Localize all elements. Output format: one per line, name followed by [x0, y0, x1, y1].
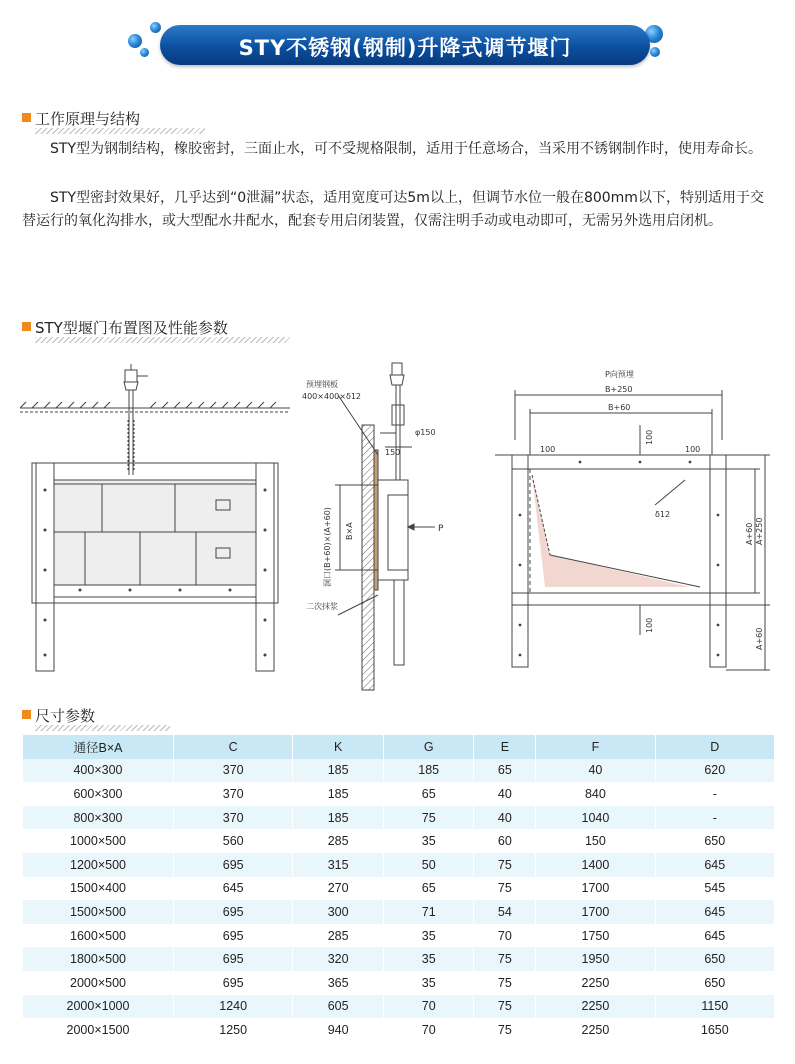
side-section-drawing — [300, 355, 475, 695]
table-cell: 2250 — [536, 971, 655, 995]
label-a60-bottom: A+60 — [755, 627, 764, 650]
table-row — [23, 853, 775, 877]
table-cell: 75 — [474, 877, 536, 901]
table-cell: 40 — [474, 782, 536, 806]
table-cell: 650 — [655, 829, 774, 853]
table-cell: 65 — [474, 759, 536, 783]
label-opening: 洞口(B+60)×(A+60) — [323, 507, 332, 587]
table-cell: 50 — [383, 853, 474, 877]
column-header: F — [536, 735, 655, 759]
table-cell: 650 — [655, 947, 774, 971]
table-cell: 320 — [293, 947, 384, 971]
table-cell: 40 — [536, 759, 655, 783]
table-cell: 620 — [655, 759, 774, 783]
dimension-table — [23, 735, 775, 1042]
label-a60: A+60 — [745, 522, 754, 545]
table-cell: 70 — [383, 995, 474, 1019]
square-bullet-icon — [22, 322, 31, 331]
table-cell: 35 — [383, 924, 474, 948]
column-header: D — [655, 735, 774, 759]
paragraph: STY型为钢制结构，橡胶密封，三面止水，可不受规格限制，适用于任意场合，当采用不锈钢制作时，使用寿命长。 — [50, 141, 762, 157]
table-cell: 645 — [655, 924, 774, 948]
table-cell: 695 — [174, 900, 293, 924]
table-cell: 370 — [174, 806, 293, 830]
table-cell: 54 — [474, 900, 536, 924]
table-cell: 695 — [174, 947, 293, 971]
table-cell: 645 — [655, 853, 774, 877]
label-100-left: 100 — [540, 445, 556, 454]
table-row — [23, 877, 775, 901]
heading-underline — [35, 128, 205, 134]
table-cell: 75 — [474, 853, 536, 877]
table-row — [23, 1018, 775, 1042]
table-cell: 600×300 — [23, 782, 174, 806]
table-row — [23, 971, 775, 995]
table-cell: 60 — [474, 829, 536, 853]
table-cell: 75 — [474, 971, 536, 995]
table-cell: - — [655, 806, 774, 830]
table-cell: 800×300 — [23, 806, 174, 830]
square-bullet-icon — [22, 710, 31, 719]
table-cell: 1700 — [536, 877, 655, 901]
table-cell: 645 — [174, 877, 293, 901]
table-cell: - — [655, 782, 774, 806]
table-cell: 695 — [174, 971, 293, 995]
table-cell: 185 — [293, 806, 384, 830]
p-view-drawing — [490, 365, 780, 680]
table-cell: 605 — [293, 995, 384, 1019]
table-cell: 1040 — [536, 806, 655, 830]
page-title: STY不锈钢(钢制)升降式调节堰门 — [238, 36, 572, 60]
table-cell: 1400 — [536, 853, 655, 877]
table-cell: 1650 — [655, 1018, 774, 1042]
table-cell: 1600×500 — [23, 924, 174, 948]
table-cell: 315 — [293, 853, 384, 877]
table-cell: 2250 — [536, 1018, 655, 1042]
label-delta12: δ12 — [655, 510, 671, 519]
table-cell: 840 — [536, 782, 655, 806]
label-p-view: P向预埋 — [605, 370, 634, 379]
label-bxa: B×A — [345, 522, 354, 540]
title-banner — [160, 25, 650, 65]
table-cell: 150 — [536, 829, 655, 853]
table-cell: 545 — [655, 877, 774, 901]
table-cell: 2000×1000 — [23, 995, 174, 1019]
table-cell: 1250 — [174, 1018, 293, 1042]
table-cell: 185 — [293, 759, 384, 783]
table-cell: 71 — [383, 900, 474, 924]
table-cell: 370 — [174, 782, 293, 806]
table-cell: 285 — [293, 924, 384, 948]
table-cell: 650 — [655, 971, 774, 995]
table-header-row — [23, 735, 775, 759]
table-cell: 70 — [383, 1018, 474, 1042]
table-cell: 370 — [174, 759, 293, 783]
table-cell: 400×300 — [23, 759, 174, 783]
table-cell: 365 — [293, 971, 384, 995]
label-grout: 二次抹浆 — [306, 602, 338, 611]
table-cell: 285 — [293, 829, 384, 853]
table-cell: 1150 — [655, 995, 774, 1019]
table-row — [23, 924, 775, 948]
column-header: C — [174, 735, 293, 759]
section-heading-dimensions: 尺寸参数 — [22, 705, 162, 727]
table-row — [23, 782, 775, 806]
decor-dot — [140, 48, 149, 57]
table-row — [23, 759, 775, 783]
heading-underline — [35, 337, 290, 343]
decor-dot — [650, 47, 660, 57]
table-row — [23, 829, 775, 853]
table-cell: 75 — [383, 806, 474, 830]
label-100-bottom: 100 — [645, 617, 654, 633]
table-cell: 1500×400 — [23, 877, 174, 901]
label-150: 150 — [385, 448, 401, 457]
table-body — [23, 759, 775, 1042]
table-cell: 70 — [474, 924, 536, 948]
column-header: G — [383, 735, 474, 759]
table-row — [23, 947, 775, 971]
table-cell: 35 — [383, 947, 474, 971]
section-heading-principle: 工作原理与结构 — [22, 108, 202, 130]
paragraph: STY型密封效果好，几乎达到“0泄漏”状态，适用宽度可达5m以上，但调节水位一般在800mm以下，特别适用于交替运行的氧化沟排水，或大型配水井配水，配套专用启闭装置，仅需注明手动或电动即可，无需另外选用启闭机。 — [22, 190, 764, 229]
table-cell: 1200×500 — [23, 853, 174, 877]
label-100-right: 100 — [685, 445, 701, 454]
table-cell: 645 — [655, 900, 774, 924]
table-cell: 75 — [474, 947, 536, 971]
table-cell: 695 — [174, 853, 293, 877]
table-cell: 185 — [383, 759, 474, 783]
table-cell: 1950 — [536, 947, 655, 971]
front-elevation-drawing — [20, 360, 290, 680]
table-cell: 65 — [383, 877, 474, 901]
table-row — [23, 806, 775, 830]
table-cell: 940 — [293, 1018, 384, 1042]
table-cell: 695 — [174, 924, 293, 948]
heading-underline — [35, 725, 170, 731]
table-row — [23, 995, 775, 1019]
label-phi: φ150 — [415, 428, 436, 437]
table-cell: 75 — [474, 995, 536, 1019]
table-cell: 35 — [383, 829, 474, 853]
column-header: K — [293, 735, 384, 759]
square-bullet-icon — [22, 113, 31, 122]
table-cell: 75 — [474, 1018, 536, 1042]
table-cell: 1700 — [536, 900, 655, 924]
table-cell: 35 — [383, 971, 474, 995]
label-b60: B+60 — [608, 403, 631, 412]
table-cell: 1800×500 — [23, 947, 174, 971]
label-100-top: 100 — [645, 429, 654, 445]
label-a250: A+250 — [755, 517, 764, 545]
table-cell: 1240 — [174, 995, 293, 1019]
table-row — [23, 900, 775, 924]
table-cell: 270 — [293, 877, 384, 901]
decor-dot — [128, 34, 142, 48]
table-cell: 2000×1500 — [23, 1018, 174, 1042]
label-p: P — [438, 524, 444, 534]
label-b250: B+250 — [605, 385, 633, 394]
table-cell: 1000×500 — [23, 829, 174, 853]
table-cell: 1500×500 — [23, 900, 174, 924]
table-cell: 300 — [293, 900, 384, 924]
column-header: E — [474, 735, 536, 759]
table-cell: 40 — [474, 806, 536, 830]
section-heading-layout: STY型堰门布置图及性能参数 — [22, 317, 282, 339]
label-plate-size: 400×400×δ12 — [302, 392, 362, 401]
table-cell: 2000×500 — [23, 971, 174, 995]
label-plate: 预埋钢板 — [306, 380, 338, 389]
table-cell: 185 — [293, 782, 384, 806]
table-cell: 1750 — [536, 924, 655, 948]
column-header: 通径B×A — [23, 735, 174, 759]
table-cell: 65 — [383, 782, 474, 806]
table-cell: 2250 — [536, 995, 655, 1019]
table-cell: 560 — [174, 829, 293, 853]
